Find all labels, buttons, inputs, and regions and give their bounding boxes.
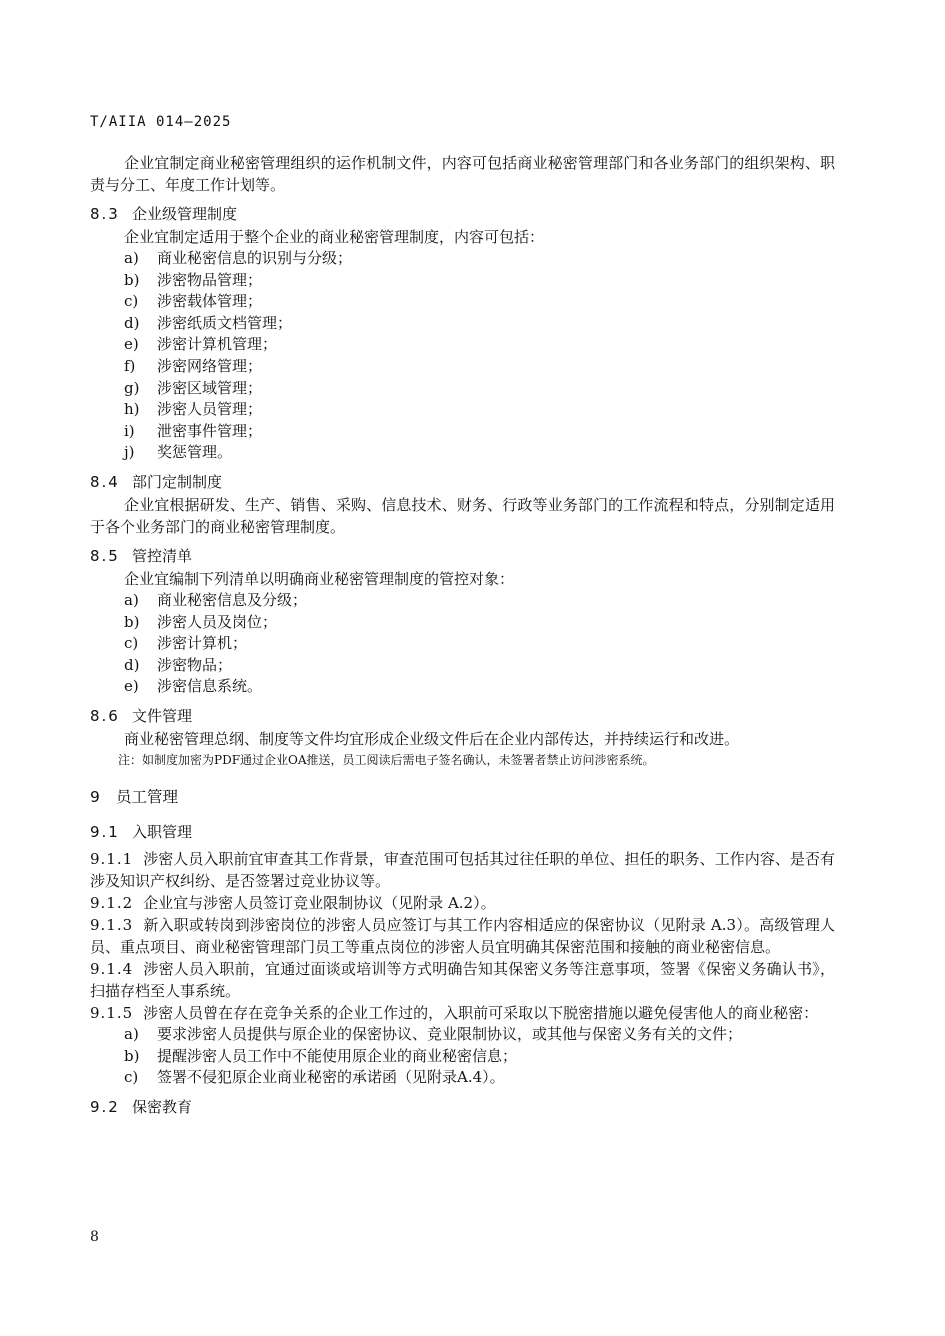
list-item bbox=[90, 291, 835, 313]
clause-9-1-5-list bbox=[90, 1024, 835, 1089]
clause-number: 9.1.1 bbox=[90, 849, 134, 868]
section-number: 9.2 bbox=[90, 1097, 120, 1116]
list-marker: e) bbox=[124, 677, 139, 696]
list-text: 涉密人员及岗位； bbox=[157, 612, 278, 631]
clause-number: 9.1.3 bbox=[90, 915, 134, 934]
section-8-6-heading bbox=[90, 704, 835, 728]
list-text: 奖惩管理。 bbox=[157, 443, 233, 462]
list-text: 签署不侵犯原企业商业秘密的承诺函（见附录A.4）。 bbox=[157, 1068, 505, 1087]
section-8-4-heading bbox=[90, 470, 835, 494]
page-content bbox=[90, 152, 835, 1119]
section-8-3-lead: 企业宜制定适用于整个企业的商业秘密管理制度，内容可包括： bbox=[124, 228, 545, 246]
list-text: 涉密信息系统。 bbox=[157, 677, 263, 696]
clause-text: 涉密人员入职前，宜通过面谈或培训等方式明确告知其保密义务等注意事项，签署《保密义务确认书》，扫描存档至人事系统。 bbox=[90, 959, 835, 1000]
section-number: 8.5 bbox=[90, 546, 120, 565]
list-item bbox=[90, 633, 835, 655]
section-title: 部门定制制度 bbox=[132, 472, 223, 491]
list-item bbox=[90, 590, 835, 612]
clause-text: 企业宜与涉密人员签订竞业限制协议（见附录 A.2）。 bbox=[143, 893, 496, 912]
chapter-title: 员工管理 bbox=[116, 787, 179, 806]
clause-number: 9.1.5 bbox=[90, 1003, 134, 1022]
section-number: 8.3 bbox=[90, 205, 120, 223]
list-item bbox=[90, 612, 835, 634]
section-8-5-lead: 企业宜编制下列清单以明确商业秘密管理制度的管控对象： bbox=[124, 569, 515, 588]
list-text: 涉密计算机； bbox=[157, 634, 248, 653]
clause-text: 涉密人员曾在存在竞争关系的企业工作过的，入职前可采取以下脱密措施以避免侵害他人的商业秘密： bbox=[143, 1003, 819, 1022]
section-8-5-heading bbox=[90, 544, 835, 568]
list-item bbox=[90, 442, 835, 464]
clause-9-1-2 bbox=[90, 892, 835, 914]
list-marker: d) bbox=[124, 655, 140, 674]
clause-text: 新入职或转岗到涉密岗位的涉密人员应签订与其工作内容相适应的保密协议（见附录 A.3）。高级管理人员、重点项目、商业秘密管理部门员工等重点岗位的涉密人员宜明确其保密范围和接触的商业秘密信息。 bbox=[90, 915, 835, 956]
list-marker: c) bbox=[124, 1068, 139, 1087]
list-marker: i) bbox=[124, 421, 135, 440]
list-item bbox=[90, 1067, 835, 1089]
list-marker: j) bbox=[124, 443, 135, 462]
list-item bbox=[90, 655, 835, 677]
section-number: 8.6 bbox=[90, 706, 120, 725]
list-item bbox=[90, 378, 835, 400]
list-marker: g) bbox=[124, 378, 140, 397]
intro-paragraph: 企业宜制定商业秘密管理组织的运作机制文件，内容可包括商业秘密管理部门和各业务部门的组织架构、职责与分工、年度工作计划等。 bbox=[90, 154, 835, 194]
list-item bbox=[90, 313, 835, 335]
list-marker: c) bbox=[124, 634, 139, 653]
list-marker: a) bbox=[124, 590, 139, 609]
list-text: 商业秘密信息的识别与分级； bbox=[157, 249, 353, 267]
list-marker: e) bbox=[124, 335, 139, 354]
section-8-6-body: 商业秘密管理总纲、制度等文件均宜形成企业级文件后在企业内部传达，并持续运行和改进。 bbox=[124, 729, 740, 748]
section-8-3-list bbox=[90, 248, 835, 464]
list-text: 涉密人员管理； bbox=[157, 400, 263, 419]
clause-number: 9.1.4 bbox=[90, 959, 134, 978]
standard-number-header: T/AIIA 014—2025 bbox=[90, 114, 232, 130]
list-text: 涉密区域管理； bbox=[157, 378, 263, 397]
clause-number: 9.1.2 bbox=[90, 893, 134, 912]
list-marker: b) bbox=[124, 1046, 140, 1065]
list-text: 涉密网络管理； bbox=[157, 356, 263, 375]
list-text: 涉密载体管理； bbox=[157, 292, 263, 311]
section-title: 保密教育 bbox=[132, 1097, 193, 1116]
list-item bbox=[90, 399, 835, 421]
list-marker: b) bbox=[124, 270, 140, 289]
list-text: 涉密纸质文档管理； bbox=[157, 313, 293, 332]
list-item bbox=[90, 1046, 835, 1068]
list-item bbox=[90, 248, 835, 270]
clause-9-1-3 bbox=[90, 914, 835, 958]
list-text: 提醒涉密人员工作中不能使用原企业的商业秘密信息； bbox=[157, 1046, 518, 1065]
section-9-2-heading bbox=[90, 1095, 835, 1119]
list-marker: d) bbox=[124, 313, 140, 332]
section-title: 管控清单 bbox=[132, 546, 193, 565]
list-item bbox=[90, 421, 835, 443]
list-marker: h) bbox=[124, 400, 140, 419]
clause-9-1-5 bbox=[90, 1002, 835, 1024]
section-number: 9.1 bbox=[90, 822, 120, 841]
list-item bbox=[90, 270, 835, 292]
clause-text: 涉密人员入职前宜审查其工作背景，审查范围可包括其过往任职的单位、担任的职务、工作内容、是否有涉及知识产权纠纷、是否签署过竞业协议等。 bbox=[90, 849, 835, 890]
list-text: 涉密物品； bbox=[157, 655, 233, 674]
list-marker: f) bbox=[124, 356, 136, 375]
section-title: 文件管理 bbox=[132, 706, 193, 725]
section-number: 8.4 bbox=[90, 472, 120, 491]
section-title: 入职管理 bbox=[132, 822, 193, 841]
chapter-9-heading bbox=[90, 784, 835, 810]
section-8-4-body: 企业宜根据研发、生产、销售、采购、信息技术、财务、行政等业务部门的工作流程和特点，分别制定适用于各个业务部门的商业秘密管理制度。 bbox=[90, 495, 835, 536]
section-9-1-heading bbox=[90, 820, 835, 844]
page-number: 8 bbox=[90, 1229, 99, 1245]
section-8-3-heading bbox=[90, 202, 835, 226]
list-text: 要求涉密人员提供与原企业的保密协议、竞业限制协议，或其他与保密义务有关的文件； bbox=[157, 1024, 743, 1043]
list-item bbox=[90, 356, 835, 378]
list-item bbox=[90, 334, 835, 356]
section-8-6-note: 注：如制度加密为PDF通过企业OA推送，员工阅读后需电子签名确认，未签署者禁止访问涉密系统。 bbox=[118, 752, 655, 767]
clause-9-1-1 bbox=[90, 848, 835, 892]
list-marker: c) bbox=[124, 292, 139, 311]
list-marker: a) bbox=[124, 1024, 139, 1043]
list-marker: b) bbox=[124, 612, 140, 631]
list-marker: a) bbox=[124, 249, 139, 267]
chapter-number: 9 bbox=[90, 787, 100, 806]
list-text: 涉密计算机管理； bbox=[157, 335, 278, 354]
list-text: 商业秘密信息及分级； bbox=[157, 590, 308, 609]
list-item bbox=[90, 1024, 835, 1046]
list-item bbox=[90, 676, 835, 698]
list-text: 涉密物品管理； bbox=[157, 270, 263, 289]
section-title: 企业级管理制度 bbox=[132, 205, 238, 223]
section-8-5-list bbox=[90, 590, 835, 698]
list-text: 泄密事件管理； bbox=[157, 421, 263, 440]
clause-9-1-4 bbox=[90, 958, 835, 1002]
